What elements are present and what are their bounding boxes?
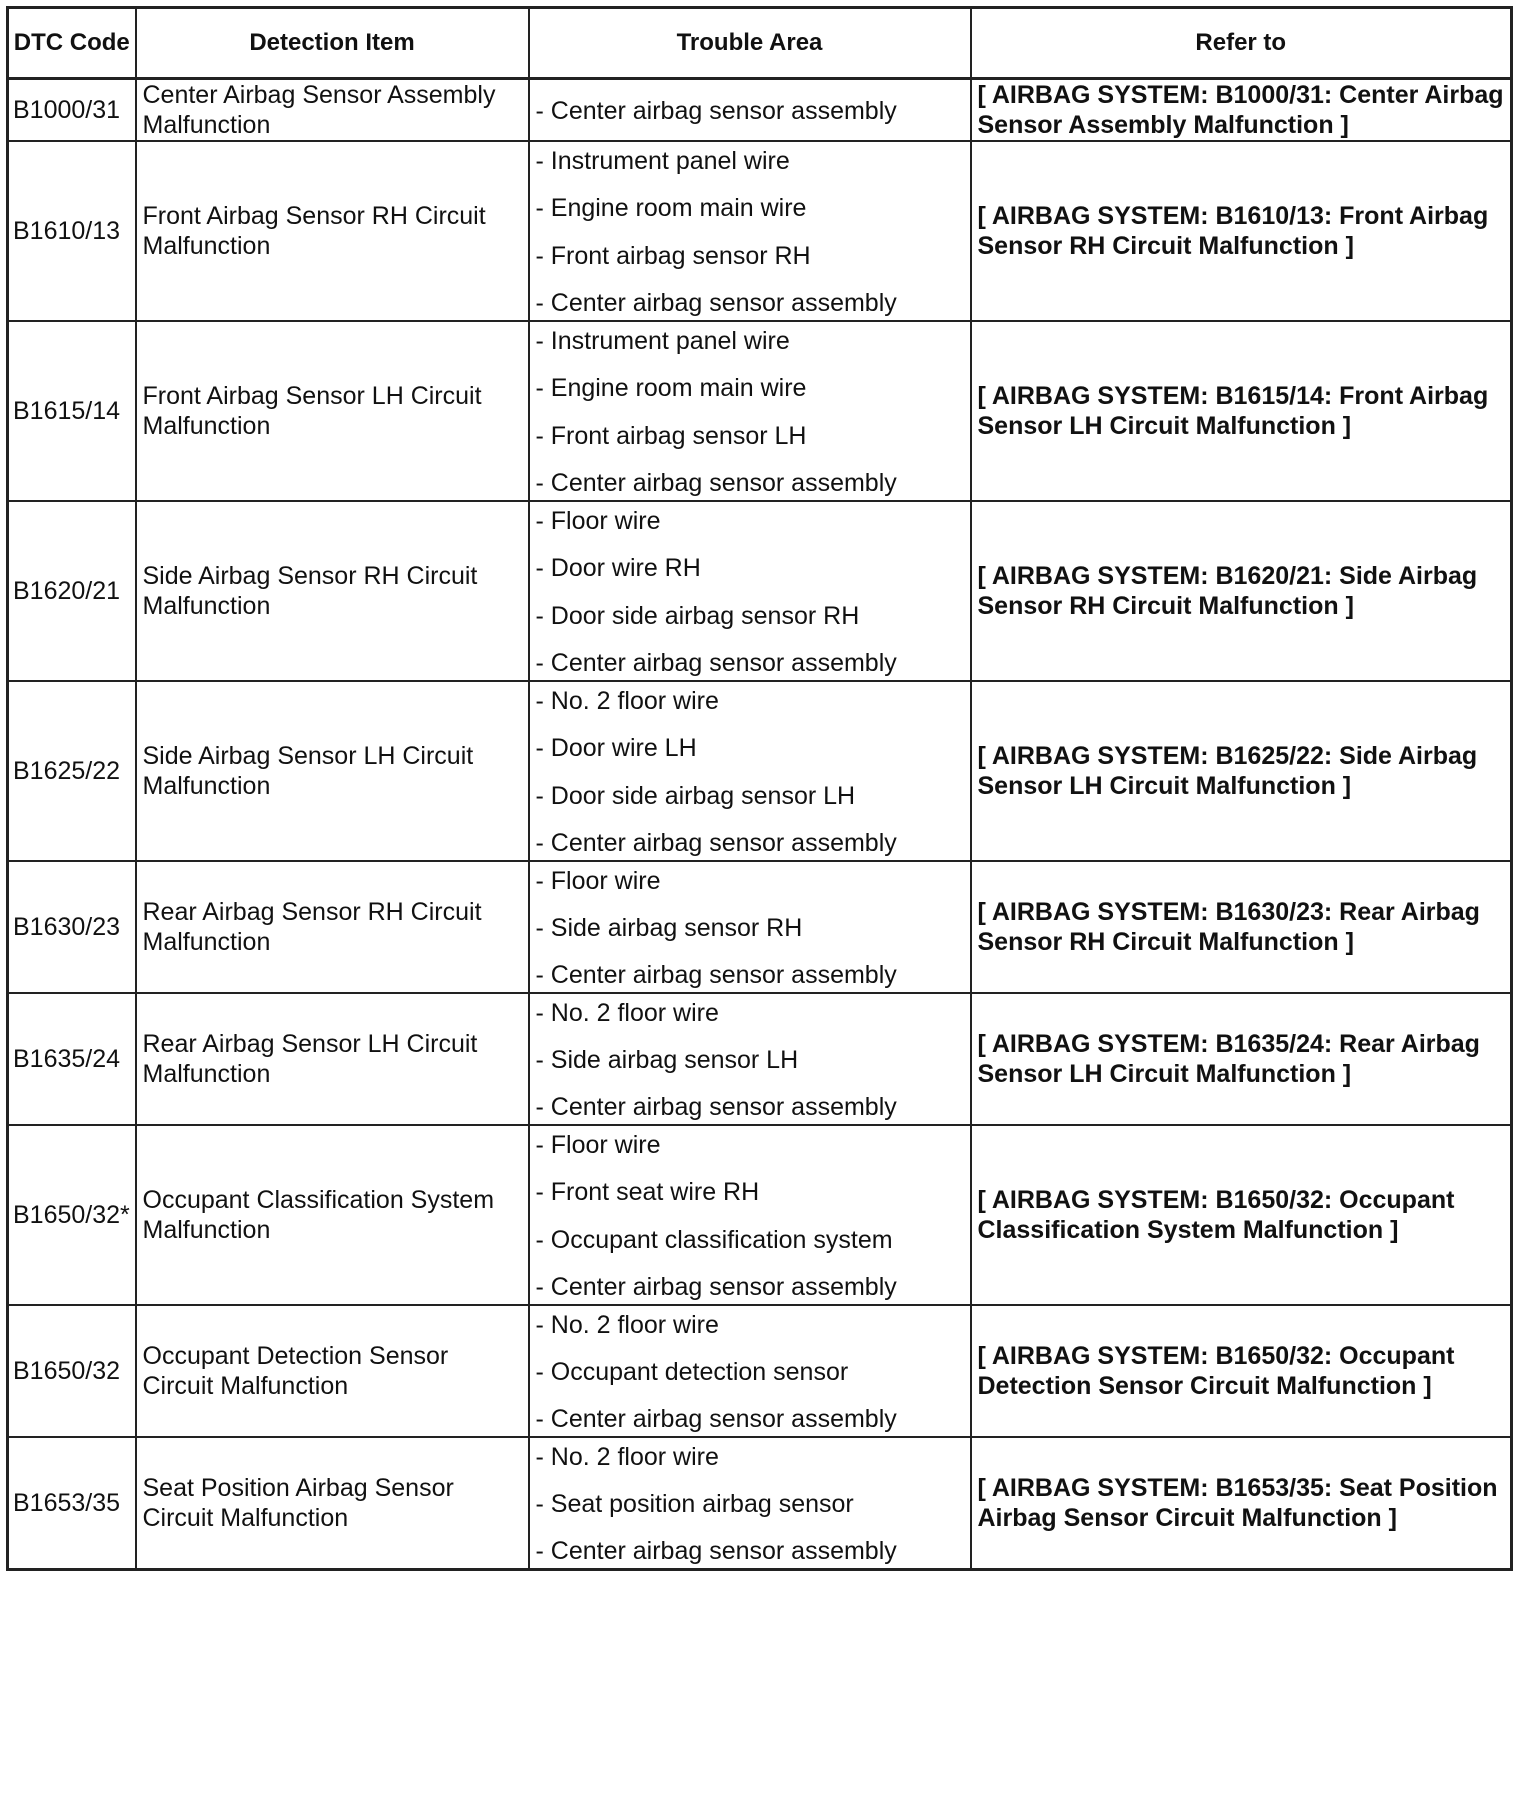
dtc-code-cell: B1650/32 (8, 1305, 136, 1437)
detection-item-cell: Front Airbag Sensor LH Circuit Malfunction (136, 321, 529, 501)
table-row (8, 321, 1512, 501)
trouble-area-cell (529, 1125, 971, 1305)
dtc-code-cell: B1000/31 (8, 79, 136, 142)
trouble-area-list (536, 682, 964, 860)
header-row (8, 8, 1512, 79)
trouble-area-cell (529, 681, 971, 861)
dtc-code-cell: B1625/22 (8, 681, 136, 861)
trouble-area-item: - Door wire LH (535, 734, 697, 763)
detection-item-cell: Occupant Classification System Malfunction (136, 1125, 529, 1305)
trouble-area-list (536, 80, 964, 140)
refer-to-link[interactable]: [ AIRBAG SYSTEM: B1630/23: Rear Airbag Sensor RH Circuit Malfunction ] (971, 861, 1512, 993)
trouble-area-cell (529, 1305, 971, 1437)
trouble-area-item: - Front seat wire RH (535, 1178, 760, 1207)
header-refer-to: Refer to (971, 8, 1512, 79)
trouble-area-item: - Seat position airbag sensor (535, 1490, 854, 1518)
trouble-area-list (536, 502, 964, 680)
refer-to-link[interactable]: [ AIRBAG SYSTEM: B1620/21: Side Airbag Sensor RH Circuit Malfunction ] (971, 501, 1512, 681)
trouble-area-item: - No. 2 floor wire (535, 1311, 719, 1339)
trouble-area-item: - Center airbag sensor assembly (535, 1272, 897, 1301)
table-row (8, 79, 1512, 142)
dtc-code-cell: B1610/13 (8, 141, 136, 321)
trouble-area-item: - Center airbag sensor assembly (535, 1537, 897, 1565)
trouble-area-list (536, 994, 964, 1124)
trouble-area-item: - Instrument panel wire (535, 327, 790, 355)
detection-item-cell: Occupant Detection Sensor Circuit Malfunction (136, 1305, 529, 1437)
trouble-area-item: - Occupant classification system (535, 1225, 893, 1254)
refer-to-link[interactable]: [ AIRBAG SYSTEM: B1635/24: Rear Airbag Sensor LH Circuit Malfunction ] (971, 993, 1512, 1125)
trouble-area-item: - Center airbag sensor assembly (535, 1093, 897, 1121)
detection-item-cell: Front Airbag Sensor RH Circuit Malfunction (136, 141, 529, 321)
trouble-area-cell (529, 501, 971, 681)
refer-to-link[interactable]: [ AIRBAG SYSTEM: B1650/32: Occupant Classification System Malfunction ] (971, 1125, 1512, 1305)
trouble-area-item: - Side airbag sensor RH (535, 914, 803, 942)
trouble-area-list (536, 322, 964, 500)
trouble-area-item: - Floor wire (535, 1131, 661, 1159)
detection-item-cell: Center Airbag Sensor Assembly Malfunction (136, 79, 529, 142)
trouble-area-item: - Center airbag sensor assembly (535, 828, 897, 857)
refer-to-link[interactable]: [ AIRBAG SYSTEM: B1610/13: Front Airbag Sensor RH Circuit Malfunction ] (971, 141, 1512, 321)
trouble-area-list (536, 142, 964, 320)
trouble-area-item: - Instrument panel wire (535, 147, 790, 175)
table-row (8, 993, 1512, 1125)
table-row (8, 1125, 1512, 1305)
trouble-area-item: - Door side airbag sensor RH (535, 601, 860, 630)
trouble-area-cell (529, 79, 971, 142)
trouble-area-item: - Front airbag sensor RH (535, 241, 811, 270)
trouble-area-item: - Center airbag sensor assembly (535, 97, 897, 125)
header-dtc-code: DTC Code (8, 8, 136, 79)
trouble-area-item: - Side airbag sensor LH (535, 1046, 799, 1074)
trouble-area-item: - Center airbag sensor assembly (535, 1405, 897, 1433)
trouble-area-item: - Center airbag sensor assembly (535, 468, 897, 497)
dtc-code-cell: B1650/32* (8, 1125, 136, 1305)
refer-to-link[interactable]: [ AIRBAG SYSTEM: B1615/14: Front Airbag Sensor LH Circuit Malfunction ] (971, 321, 1512, 501)
trouble-area-cell (529, 321, 971, 501)
trouble-area-item: - Engine room main wire (535, 194, 807, 223)
trouble-area-item: - Floor wire (535, 507, 661, 535)
trouble-area-item: - Center airbag sensor assembly (535, 288, 897, 317)
dtc-code-cell: B1620/21 (8, 501, 136, 681)
dtc-code-cell: B1630/23 (8, 861, 136, 993)
detection-item-cell: Side Airbag Sensor RH Circuit Malfunction (136, 501, 529, 681)
trouble-area-list (536, 1306, 964, 1436)
dtc-code-cell: B1653/35 (8, 1437, 136, 1570)
table-row (8, 1305, 1512, 1437)
detection-item-cell: Rear Airbag Sensor LH Circuit Malfunction (136, 993, 529, 1125)
trouble-area-cell (529, 861, 971, 993)
table-row (8, 141, 1512, 321)
table-row (8, 501, 1512, 681)
dtc-table (6, 6, 1513, 1571)
detection-item-cell: Rear Airbag Sensor RH Circuit Malfunction (136, 861, 529, 993)
trouble-area-item: - Center airbag sensor assembly (535, 961, 897, 989)
trouble-area-item: - Floor wire (535, 867, 661, 895)
trouble-area-item: - No. 2 floor wire (535, 999, 719, 1027)
trouble-area-item: - Center airbag sensor assembly (535, 648, 897, 677)
trouble-area-item: - No. 2 floor wire (535, 1443, 719, 1471)
trouble-area-item: - Occupant detection sensor (535, 1358, 849, 1386)
dtc-code-cell: B1635/24 (8, 993, 136, 1125)
trouble-area-list (536, 1438, 964, 1568)
table-row (8, 681, 1512, 861)
refer-to-link[interactable]: [ AIRBAG SYSTEM: B1000/31: Center Airbag Sensor Assembly Malfunction ] (971, 79, 1512, 142)
table-row (8, 861, 1512, 993)
detection-item-cell: Side Airbag Sensor LH Circuit Malfunction (136, 681, 529, 861)
trouble-area-cell (529, 993, 971, 1125)
detection-item-cell: Seat Position Airbag Sensor Circuit Malfunction (136, 1437, 529, 1570)
refer-to-link[interactable]: [ AIRBAG SYSTEM: B1650/32: Occupant Detection Sensor Circuit Malfunction ] (971, 1305, 1512, 1437)
trouble-area-cell (529, 141, 971, 321)
header-detection-item: Detection Item (136, 8, 529, 79)
trouble-area-item: - Door side airbag sensor LH (535, 781, 856, 810)
trouble-area-item: - Door wire RH (535, 554, 701, 583)
table-row (8, 1437, 1512, 1570)
trouble-area-cell (529, 1437, 971, 1570)
dtc-code-cell: B1615/14 (8, 321, 136, 501)
trouble-area-item: - No. 2 floor wire (535, 687, 719, 715)
trouble-area-list (536, 862, 964, 992)
refer-to-link[interactable]: [ AIRBAG SYSTEM: B1653/35: Seat Position Airbag Sensor Circuit Malfunction ] (971, 1437, 1512, 1570)
trouble-area-list (536, 1126, 964, 1304)
header-trouble-area: Trouble Area (529, 8, 971, 79)
trouble-area-item: - Front airbag sensor LH (535, 421, 807, 450)
trouble-area-item: - Engine room main wire (535, 374, 807, 403)
refer-to-link[interactable]: [ AIRBAG SYSTEM: B1625/22: Side Airbag Sensor LH Circuit Malfunction ] (971, 681, 1512, 861)
